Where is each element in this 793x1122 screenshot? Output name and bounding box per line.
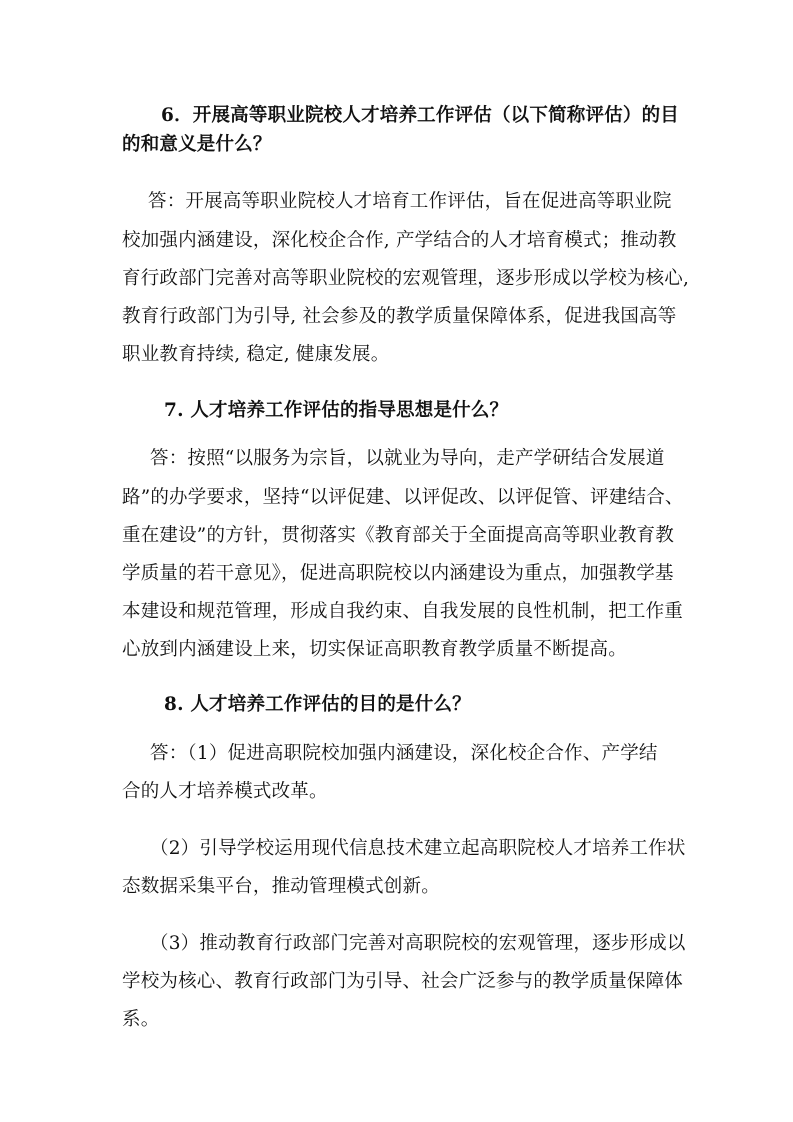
question-8-title: 8. 人才培养工作评估的目的是什么？ (164, 694, 471, 715)
question-7-answer-line-2: 路”的办学要求，坚持“以评促建、以评促改、以评促管、评建结合、 (122, 487, 684, 508)
question-7-answer-line-6: 心放到内涵建设上来，切实保证高职教育教学质量不断提高。 (122, 639, 627, 660)
question-6-answer-line-3: 育行政部门完善对高等职业院校的宏观管理，逐步形成以学校为核心, (122, 268, 690, 289)
question-8-item-2-line-2: 态数据采集平台，推动管理模式创新。 (122, 876, 440, 897)
question-7-title: 7. 人才培养工作评估的指导思想是什么？ (164, 400, 509, 421)
question-8-item-2-line-1: （2）引导学校运用现代信息技术建立起高职院校人才培养工作状 (150, 838, 686, 859)
question-7-answer-line-1: 答：按照“以服务为宗旨，以就业为导向，走产学研结合发展道 (150, 448, 665, 469)
question-7-answer-line-3: 重在建设”的方针，贯彻落实《教育部关于全面提高高等职业教育教 (122, 525, 674, 546)
question-7-answer-line-4: 学质量的若干意见》，促进高职院校以内涵建设为重点，加强教学基 (122, 563, 674, 584)
question-8-item-3-line-2: 学校为核心、教育行政部门为引导、社会广泛参与的教学质量保障体 (122, 971, 684, 992)
question-6-answer-line-5: 职业教育持续, 稳定, 健康发展。 (122, 344, 390, 365)
question-6-title-line-1: 6．开展高等职业院校人才培养工作评估（以下简称评估）的目 (161, 105, 679, 126)
question-8-item-1-line-1: 答：（1）促进高职院校加强内涵建设，深化校企合作、产学结 (150, 743, 658, 764)
question-6-answer-line-2: 校加强内涵建设，深化校企合作, 产学结合的人才培育模式；推动教 (122, 230, 677, 251)
question-7-answer-line-5: 本建设和规范管理，形成自我约束、自我发展的良性机制，把工作重 (122, 601, 684, 622)
question-6-title-line-2: 的和意义是什么？ (122, 134, 272, 155)
question-8-item-3-line-3: 系。 (122, 1009, 160, 1030)
question-6-answer-line-1: 答：开展高等职业院校人才培育工作评估，旨在促进高等职业院 (148, 191, 672, 212)
question-8-item-1-line-2: 合的人才培养模式改革。 (122, 781, 328, 802)
question-8-item-3-line-1: （3）推动教育行政部门完善对高职院校的宏观管理，逐步形成以 (150, 933, 686, 954)
question-6-answer-line-4: 教育行政部门为引导, 社会参及的教学质量保障体系，促进我国高等 (122, 306, 677, 327)
